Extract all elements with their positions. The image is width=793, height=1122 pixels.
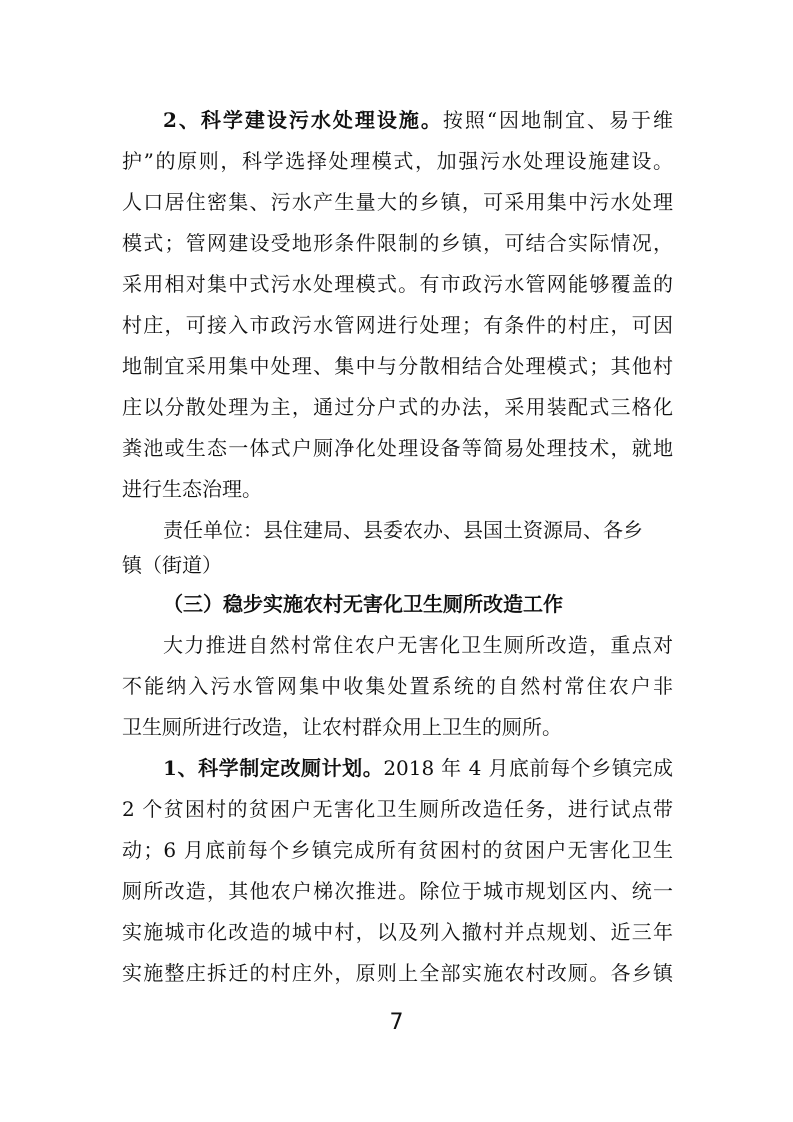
paragraph-line: 模式；管网建设受地形条件限制的乡镇，可结合实际情况， bbox=[122, 231, 673, 255]
paragraph-line: 人口居住密集、污水产生量大的乡镇，可采用集中污水处理 bbox=[122, 190, 673, 214]
paragraph-line: 大力推进自然村常住农户无害化卫生厕所改造，重点对 bbox=[163, 633, 673, 657]
paragraph-line: 护”的原则，科学选择处理模式，加强污水处理设施建设。 bbox=[122, 149, 673, 173]
paragraph-heading: 2、科学建设污水处理设施。 bbox=[163, 108, 443, 132]
paragraph-line: 实施城市化改造的城中村，以及列入撤村并点规划、近三年 bbox=[122, 920, 673, 944]
paragraph-line: 厕所改造，其他农户梯次推进。除位于城市规划区内、统一 bbox=[122, 879, 673, 903]
paragraph-line bbox=[0, 756, 793, 782]
paragraph-line: 2 个贫困村的贫困户无害化卫生厕所改造任务，进行试点带 bbox=[122, 797, 673, 821]
paragraph-line: 村庄，可接入市政污水管网进行处理；有条件的村庄，可因 bbox=[122, 313, 673, 337]
paragraph-first-line: 2、科学建设污水处理设施。按照“因地制宜、易于维 bbox=[163, 108, 673, 132]
paragraph-line: 地制宜采用集中处理、集中与分散相结合处理模式；其他村 bbox=[122, 354, 673, 378]
paragraph-first-line: 1、科学制定改厕计划。2018 年 4 月底前每个乡镇完成 bbox=[163, 756, 673, 780]
paragraph-line: 粪池或生态一体式户厕净化处理设备等简易处理技术，就地 bbox=[122, 436, 673, 460]
paragraph-heading: 1、科学制定改厕计划。 bbox=[163, 756, 384, 780]
paragraph-line: 动；6 月底前每个乡镇完成所有贫困村的贫困户无害化卫生 bbox=[122, 838, 673, 862]
paragraph-line: 卫生厕所进行改造，让农村群众用上卫生的厕所。 bbox=[122, 715, 562, 739]
paragraph-line bbox=[0, 108, 793, 134]
paragraph-line: 实施整庄拆迁的村庄外，原则上全部实施农村改厕。各乡镇 bbox=[122, 961, 673, 985]
responsibility-line: 责任单位：县住建局、县委农办、县国土资源局、各乡 bbox=[163, 518, 643, 542]
paragraph-line: 庄以分散处理为主，通过分户式的办法，采用装配式三格化 bbox=[122, 395, 673, 419]
section-heading: （三）稳步实施农村无害化卫生厕所改造工作 bbox=[163, 592, 563, 616]
responsibility-line: 镇（街道） bbox=[122, 553, 222, 577]
paragraph-line: 不能纳入污水管网集中收集处置系统的自然村常住农户非 bbox=[122, 674, 673, 698]
paragraph-line: 采用相对集中式污水处理模式。有市政污水管网能够覆盖的 bbox=[122, 272, 673, 296]
paragraph-line: 进行生态治理。 bbox=[122, 477, 262, 501]
page-number: 7 bbox=[389, 1010, 404, 1035]
